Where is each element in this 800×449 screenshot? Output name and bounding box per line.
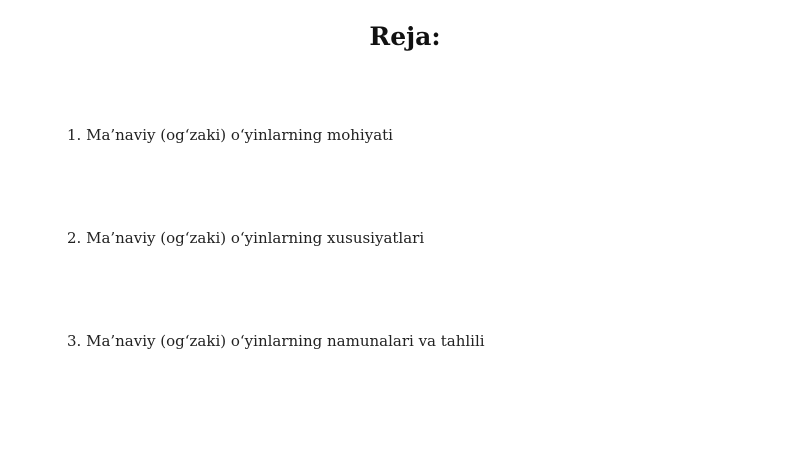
plan-item-3: 3. Ma’naviy (og‘zaki) o‘yinlarning namunalari va tahlili [67, 332, 485, 350]
plan-item-2: 2. Ma’naviy (og‘zaki) o‘yinlarning xususiyatlari [67, 229, 425, 247]
plan-item-1: 1. Ma’naviy (og‘zaki) o‘yinlarning mohiyati [67, 126, 393, 144]
slide-title: Reja: [369, 22, 441, 51]
